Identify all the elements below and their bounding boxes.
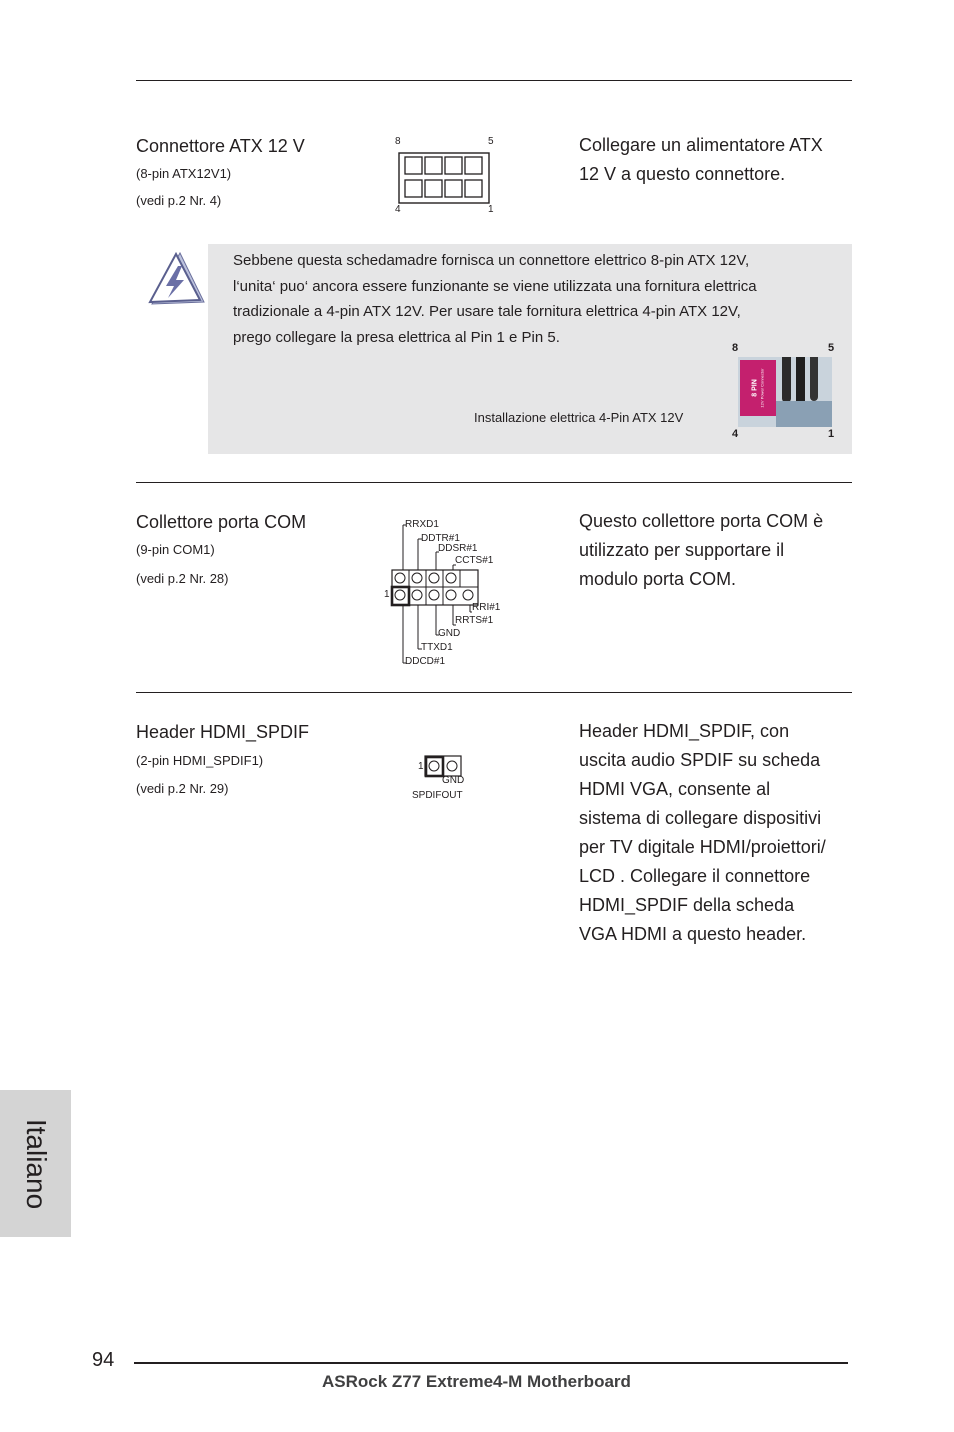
photo-wire	[810, 357, 818, 401]
desc-line: LCD . Collegare il connettore	[579, 866, 811, 886]
warning-icon	[146, 250, 208, 308]
section-rule	[136, 692, 852, 693]
desc-line: HDMI_SPDIF della scheda	[579, 895, 795, 915]
com-pin-label-ddtr1: DDTR#1	[421, 533, 460, 544]
com-pin-label-rri1: RRI#1	[472, 602, 501, 613]
section-atx-description	[579, 131, 823, 189]
com-header-diagram	[382, 515, 512, 670]
photo-connector-text-main: 8 PIN	[751, 379, 759, 397]
photo-pin-label-1: 1	[828, 428, 835, 440]
desc-line: uscita audio SPDIF su scheda	[579, 750, 821, 770]
section-com-description	[579, 507, 823, 594]
desc-line: modulo porta COM.	[579, 569, 737, 589]
com-pin-label-rrts1: RRTS#1	[455, 615, 494, 626]
desc-line: per TV digitale HDMI/proiettori/	[579, 837, 826, 857]
language-side-tab-label: Italiano	[20, 1118, 52, 1209]
photo-connector-label	[740, 360, 776, 416]
spdif-header-diagram	[410, 752, 480, 804]
section-atx-line-1: (8-pin ATX12V1)	[136, 166, 232, 181]
atx-pin-label-5: 5	[488, 136, 494, 147]
atx-connector-diagram	[392, 136, 502, 218]
section-com-title: Collettore porta COM	[136, 512, 307, 532]
com-pin-label-ddcd1: DDCD#1	[405, 656, 446, 667]
connector-photo	[732, 342, 836, 442]
photo-pin-label-5: 5	[828, 342, 835, 354]
desc-line: Questo collettore porta COM è	[579, 511, 824, 531]
desc-line: Collegare un alimentatore ATX	[579, 135, 823, 155]
spdif-gnd-label: GND	[442, 775, 465, 786]
section-spdif-title: Header HDMI_SPDIF	[136, 722, 310, 742]
note-line: l‘unita‘ puo‘ ancora essere funzionante se viene utilizzata una fornitura elettrica	[233, 277, 757, 295]
note-line: prego collegare la presa elettrica al Pin 1 e Pin 5.	[233, 328, 560, 346]
com-pin-label-ccts1: CCTS#1	[455, 555, 494, 566]
atx-pin-label-1: 1	[488, 204, 494, 215]
section-atx-title: Connettore ATX 12 V	[136, 136, 305, 156]
photo-board	[776, 401, 832, 427]
section-spdif-line-1: (2-pin HDMI_SPDIF1)	[136, 753, 264, 768]
atx-pin-label-4: 4	[395, 204, 401, 215]
desc-line: sistema di collegare dispositivi	[579, 808, 822, 828]
note-box	[208, 244, 852, 454]
footer-title: ASRock Z77 Extreme4-M Motherboard	[322, 1372, 631, 1391]
section-spdif-line-2: (vedi p.2 Nr. 29)	[136, 781, 229, 796]
section-com-line-1: (9-pin COM1)	[136, 542, 215, 557]
photo-wire	[796, 357, 805, 407]
footer-rule	[134, 1362, 848, 1364]
section-spdif-description	[579, 717, 826, 949]
com-pin-label-ttxd1: TTXD1	[421, 642, 453, 653]
photo-wire	[782, 357, 791, 403]
note-line: Sebbene questa schedamadre fornisca un connettore elettrico 8-pin ATX 12V,	[233, 252, 750, 269]
desc-line: HDMI VGA, consente al	[579, 779, 771, 799]
desc-line: Header HDMI_SPDIF, con	[579, 721, 790, 741]
atx-pin-label-8: 8	[395, 136, 401, 147]
com-pin-label-rrxd1: RRXD1	[405, 519, 439, 530]
spdif-pin-one-label: 1	[418, 761, 424, 772]
desc-line: VGA HDMI a questo header.	[579, 924, 807, 944]
top-rule	[136, 80, 852, 81]
desc-line: utilizzato per supportare il	[579, 540, 785, 560]
section-com-line-2: (vedi p.2 Nr. 28)	[136, 571, 229, 586]
photo-connector-text	[752, 368, 765, 407]
com-pin-label-gnd: GND	[438, 628, 461, 639]
note-text	[233, 248, 833, 350]
language-side-tab	[0, 1090, 71, 1237]
note-line: tradizionale a 4-pin ATX 12V. Per usare tale fornitura elettrica 4-pin ATX 12V,	[233, 303, 741, 320]
section-rule	[136, 482, 852, 483]
photo-pin-label-8: 8	[732, 342, 739, 354]
com-pin-label-ddsr1: DDSR#1	[438, 543, 478, 554]
photo-image	[738, 357, 832, 427]
page-number: 94	[92, 1349, 115, 1371]
atx-connector-icon	[398, 152, 490, 204]
desc-line: 12 V a questo connettore.	[579, 164, 786, 184]
com-pin-one-label: 1	[384, 589, 390, 600]
note-caption: Installazione elettrica 4-Pin ATX 12V	[474, 410, 684, 425]
photo-pin-label-4: 4	[732, 428, 739, 440]
section-atx-line-2: (vedi p.2 Nr. 4)	[136, 193, 222, 208]
spdif-out-label: SPDIFOUT	[412, 790, 463, 801]
photo-connector-text-sub: 12V Power Connector	[759, 368, 765, 408]
